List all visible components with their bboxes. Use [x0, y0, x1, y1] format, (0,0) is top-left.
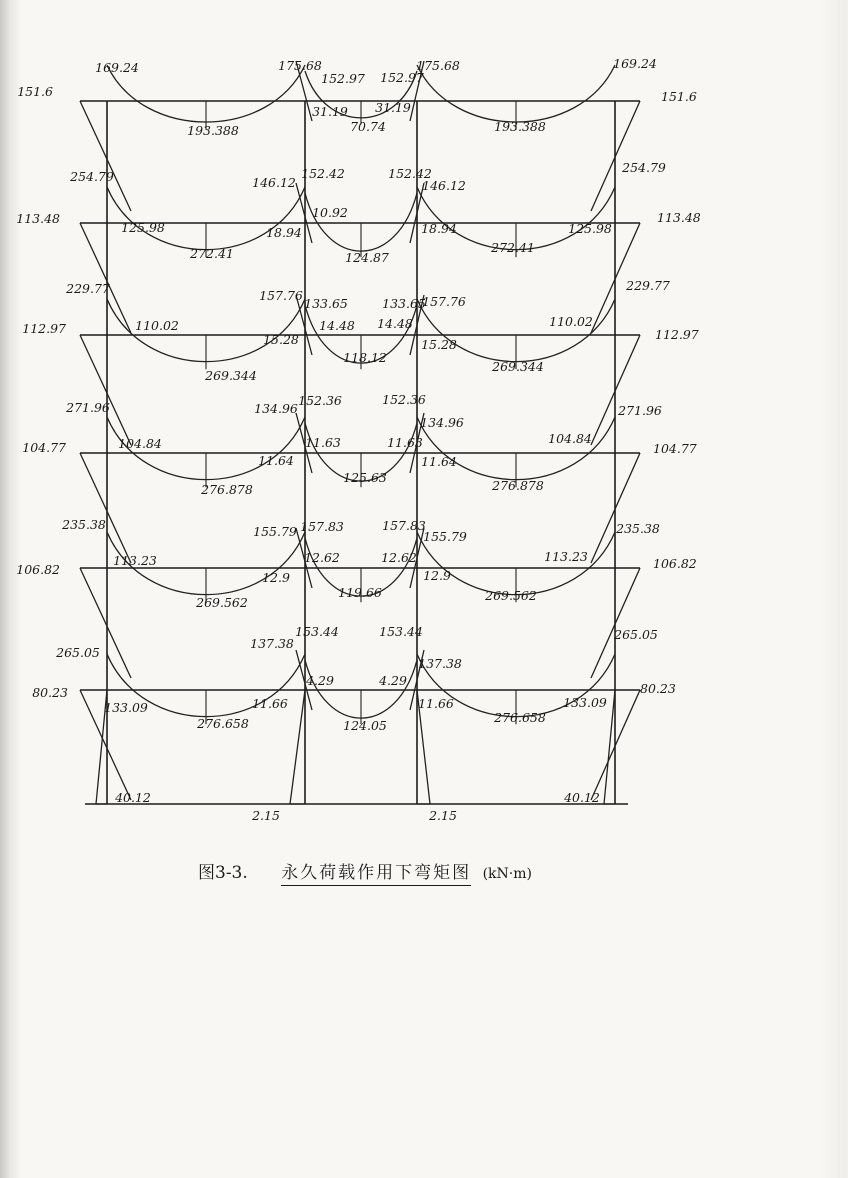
floor-2-left-end-right-label: 146.12 — [252, 175, 296, 190]
floor-2-right-midspan-label: 272.41 — [491, 240, 535, 255]
floor-5-left-end-right-label: 155.79 — [253, 524, 297, 539]
floor-5-left-end-label: 235.38 — [62, 517, 106, 532]
base-label-1: 40.12 — [115, 790, 151, 805]
floor-4-right-inner-left-label: 11.64 — [421, 454, 457, 469]
floor-4-middle-inner-right-label: 11.63 — [387, 435, 423, 450]
floor-1-left-midspan-label: 193.388 — [187, 123, 239, 138]
floor-6-middle-midspan-label: 124.05 — [343, 718, 387, 733]
figure-unit: (kN·m) — [482, 866, 532, 882]
left-column-moment-1 — [80, 101, 131, 211]
floor-6-edge-right-label: 80.23 — [640, 681, 676, 696]
floor-4-edge-left-label: 104.77 — [22, 440, 66, 455]
floor-3-left-midspan-label: 269.344 — [205, 368, 257, 383]
floor-5-middle-end-right-label: 157.83 — [382, 518, 426, 533]
floor-1-edge-right-label: 151.6 — [661, 89, 697, 104]
floor-1-middle-end-left-label: 152.97 — [321, 71, 365, 86]
figure-caption — [198, 858, 532, 883]
floor-4-middle-end-right-label: 152.36 — [382, 392, 426, 407]
floor-6-right-inner-left-label: 11.66 — [418, 696, 454, 711]
floor-5-right-end-right-label: 235.38 — [616, 521, 660, 536]
floor-3-middle-inner-left-label: 14.48 — [319, 318, 355, 333]
floor-2-edge-left-label: 113.48 — [16, 211, 60, 226]
floor-6-middle-end-right-label: 153.44 — [379, 624, 423, 639]
floor-4-right-midspan-label: 276.878 — [492, 478, 544, 493]
floor-4-edge-right-label: 104.77 — [653, 441, 697, 456]
left-column-moment-5 — [80, 568, 131, 678]
floor-2-middle-inner-left-label: 10.92 — [312, 205, 348, 220]
column-base-moment-2 — [290, 690, 305, 804]
floor-6-middle-inner-left-label: 4.29 — [306, 673, 334, 688]
floor-3-middle-end-left-label: 133.65 — [304, 296, 348, 311]
floor-3-middle-end-right-label: 133.65 — [382, 296, 426, 311]
floor-3-left-end-label: 229.77 — [66, 281, 110, 296]
floor-1-right-midspan-label: 193.388 — [494, 119, 546, 134]
left-column-moment-2 — [80, 223, 131, 333]
floor-6-right-midspan-label: 276.658 — [494, 710, 546, 725]
floor-3-edge-left-label: 112.97 — [22, 321, 66, 336]
floor-1-middle-midspan-label: 70.74 — [350, 119, 386, 134]
floor-6-left-inner-left-label: 133.09 — [104, 700, 148, 715]
floor-3-middle-inner-right-label: 14.48 — [377, 316, 413, 331]
base-label-4: 40.12 — [564, 790, 600, 805]
floor-2-middle-end-left-label: 152.42 — [301, 166, 345, 181]
floor-2-middle-end-right-label: 152.42 — [388, 166, 432, 181]
figure-title: 永久荷载作用下弯矩图 — [281, 863, 471, 886]
floor-2-left-inner-right-label: 18.94 — [266, 225, 302, 240]
floor-1-edge-left-label: 151.6 — [17, 84, 53, 99]
floor-6-edge-left-label: 80.23 — [32, 685, 68, 700]
floor-4-left-midspan-label: 276.878 — [201, 482, 253, 497]
floor-2-left-inner-left-label: 125.98 — [121, 220, 165, 235]
floor-4-right-end-right-label: 271.96 — [618, 403, 662, 418]
floor-6-right-end-right-label: 265.05 — [614, 627, 658, 642]
floor-5-left-midspan-label: 269.562 — [196, 595, 248, 610]
floor-5-left-inner-right-label: 12.9 — [262, 570, 290, 585]
base-label-2: 2.15 — [252, 808, 280, 823]
floor-1-middle-inner-left-label: 31.19 — [312, 104, 348, 119]
floor-5-right-midspan-label: 269.562 — [485, 588, 537, 603]
floor-3-right-inner-right-label: 110.02 — [549, 314, 593, 329]
floor-2-left-end-label: 254.79 — [70, 169, 114, 184]
floor-1-middle-end-right-label: 152.97 — [380, 70, 424, 85]
floor-1-right-end-left-label: 175.68 — [416, 58, 460, 73]
floor-6-middle-inner-right-label: 4.29 — [379, 673, 407, 688]
floor-6-right-end-left-label: 137.38 — [418, 656, 462, 671]
floor-4-left-end-right-label: 134.96 — [254, 401, 298, 416]
floor-1-left-end-label: 169.24 — [95, 60, 139, 75]
base-label-3: 2.15 — [429, 808, 457, 823]
floor-3-right-end-right-label: 229.77 — [626, 278, 670, 293]
floor-4-middle-end-left-label: 152.36 — [298, 393, 342, 408]
floor-2-right-inner-left-label: 18.94 — [421, 221, 457, 236]
floor-5-middle-end-left-label: 157.83 — [300, 519, 344, 534]
floor-5-right-inner-left-label: 12.9 — [423, 568, 451, 583]
floor-2-edge-right-label: 113.48 — [657, 210, 701, 225]
floor-3-left-end-right-label: 157.76 — [259, 288, 303, 303]
left-column-moment-4 — [80, 453, 131, 563]
floor-3-edge-right-label: 112.97 — [655, 327, 699, 342]
floor-5-middle-inner-left-label: 12.62 — [304, 550, 340, 565]
floor-4-middle-inner-left-label: 11.63 — [305, 435, 341, 450]
floor-3-left-inner-right-label: 15.28 — [263, 332, 299, 347]
floor-5-left-inner-left-label: 113.23 — [113, 553, 157, 568]
floor-3-left-inner-left-label: 110.02 — [135, 318, 179, 333]
floor-2-right-inner-right-label: 125.98 — [568, 221, 612, 236]
floor-6-left-midspan-label: 276.658 — [197, 716, 249, 731]
floor-6-left-inner-right-label: 11.66 — [252, 696, 288, 711]
floor-1-middle-inner-right-label: 31.19 — [375, 100, 411, 115]
floor-5-edge-left-label: 106.82 — [16, 562, 60, 577]
figure-number: 图3-3. — [198, 863, 248, 883]
floor-3-right-end-left-label: 157.76 — [422, 294, 466, 309]
floor-5-right-end-left-label: 155.79 — [423, 529, 467, 544]
floor-5-edge-right-label: 106.82 — [653, 556, 697, 571]
floor-2-right-end-right-label: 254.79 — [622, 160, 666, 175]
floor-3-right-inner-left-label: 15.28 — [421, 337, 457, 352]
floor-5-middle-midspan-label: 119.66 — [338, 585, 382, 600]
floor-1-left-end-right-label: 175.68 — [278, 58, 322, 73]
floor-4-left-inner-right-label: 11.64 — [258, 453, 294, 468]
floor-5-right-inner-right-label: 113.23 — [544, 549, 588, 564]
floor-1-right-end-right-label: 169.24 — [613, 56, 657, 71]
floor-4-right-end-left-label: 134.96 — [420, 415, 464, 430]
floor-3-right-midspan-label: 269.344 — [492, 359, 544, 374]
left-column-moment-3 — [80, 335, 131, 445]
floor-2-right-end-left-label: 146.12 — [422, 178, 466, 193]
floor-6-left-end-label: 265.05 — [56, 645, 100, 660]
floor-6-left-end-right-label: 137.38 — [250, 636, 294, 651]
floor-6-middle-end-left-label: 153.44 — [295, 624, 339, 639]
floor-4-left-inner-left-label: 104.84 — [118, 436, 162, 451]
floor-2-left-midspan-label: 272.41 — [190, 246, 234, 261]
floor-3-middle-midspan-label: 118.12 — [343, 350, 387, 365]
floor-2-middle-midspan-label: 124.87 — [345, 250, 389, 265]
floor-5-middle-inner-right-label: 12.62 — [381, 550, 417, 565]
floor-4-right-inner-right-label: 104.84 — [548, 431, 592, 446]
floor-6-right-inner-right-label: 133.09 — [563, 695, 607, 710]
floor-4-middle-midspan-label: 125.63 — [343, 470, 387, 485]
floor-4-left-end-label: 271.96 — [66, 400, 110, 415]
